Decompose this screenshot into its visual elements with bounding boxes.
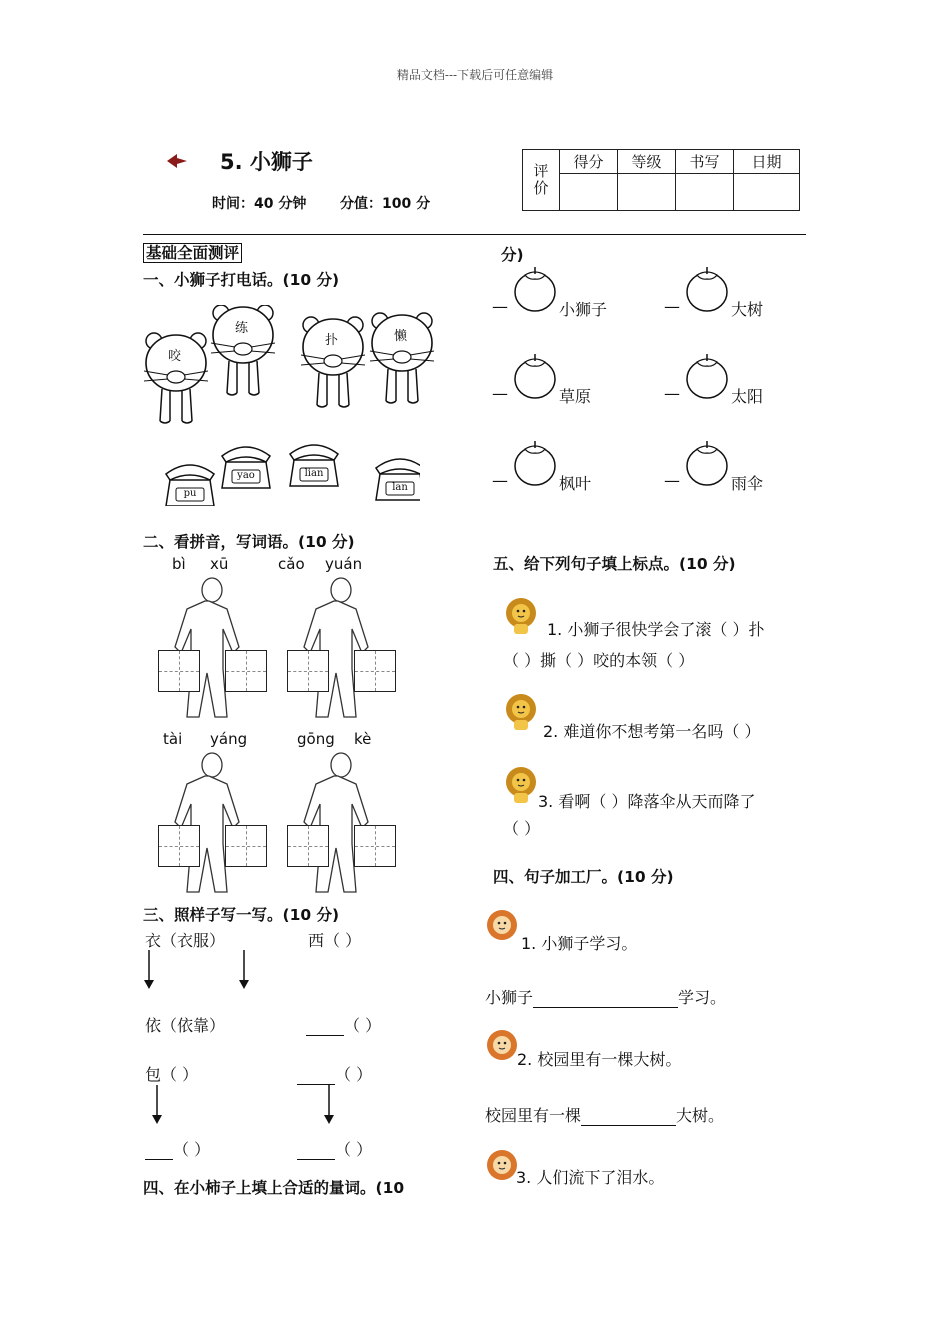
persimmon-word: 枫叶 <box>559 474 592 493</box>
telephone-pinyin: lian <box>304 468 324 479</box>
lion-char: 练 <box>235 321 249 336</box>
person-figure <box>155 750 270 895</box>
page-title: 5. 小狮子 <box>220 150 313 174</box>
q5-sentence-1a: 1. 小狮子很快学会了滚（ ）扑 <box>547 620 765 639</box>
section-basic: 基础全面测评 <box>143 243 242 263</box>
writing-grid[interactable] <box>225 825 267 867</box>
persimmon-icon[interactable] <box>512 264 560 314</box>
writing-grid[interactable] <box>225 650 267 692</box>
header-note: 精品文档---下载后可任意编辑 <box>396 68 554 82</box>
persimmon-dash: — <box>664 297 680 316</box>
lion-icon <box>483 1028 521 1068</box>
q6-heading: 四、句子加工厂。(10 分) <box>493 868 674 886</box>
q5-sentence-2: 2. 难道你不想考第一名吗（ ） <box>543 722 761 741</box>
q1-heading: 一、小狮子打电话。(10 分) <box>143 271 340 289</box>
pinyin-yang: yáng <box>210 730 248 748</box>
down-arrows-1 <box>140 948 260 993</box>
eval-cell-score[interactable] <box>560 174 618 211</box>
q4a-heading: 四、在小柿子上填上合适的量词。(10 <box>143 1179 405 1197</box>
persimmon-word: 大树 <box>731 300 764 319</box>
eval-row-label: 评价 <box>523 150 560 211</box>
persimmon-icon[interactable] <box>684 264 732 314</box>
lion-icon <box>502 596 540 636</box>
persimmon-dash: — <box>664 384 680 403</box>
q5-sentence-1b: （ ）撕（ ）咬的本领（ ） <box>503 651 695 670</box>
telephone-pinyin: lan <box>392 482 408 493</box>
telephone-pinyin: yao <box>237 470 255 481</box>
writing-grid[interactable] <box>158 825 200 867</box>
person-figure <box>284 750 399 895</box>
writing-grid[interactable] <box>287 650 329 692</box>
down-arrows-2 <box>148 1083 348 1128</box>
lion-icon <box>502 692 540 732</box>
evaluation-table <box>522 149 800 211</box>
writing-grid[interactable] <box>287 825 329 867</box>
persimmon-dash: — <box>492 297 508 316</box>
persimmon-word: 太阳 <box>731 387 764 406</box>
person-figure <box>284 575 399 720</box>
divider <box>143 234 806 235</box>
q5-sentence-3a: 3. 看啊（ ）降落伞从天而降了 <box>538 792 756 811</box>
q3-heading: 三、照样子写一写。(10 分) <box>143 906 340 924</box>
q3-answer-1[interactable]: （ ） <box>306 1013 381 1036</box>
persimmon-icon[interactable] <box>684 351 732 401</box>
telephone-icon <box>376 459 420 500</box>
q6-sentence-3: 3. 人们流下了泪水。 <box>516 1168 665 1187</box>
diamond-arrow-icon <box>166 152 188 170</box>
q6-sentence-2: 2. 校园里有一棵大树。 <box>517 1050 682 1069</box>
lion-char: 咬 <box>168 349 182 364</box>
lion-char: 懒 <box>394 329 408 344</box>
writing-grid[interactable] <box>354 650 396 692</box>
person-figure <box>155 575 270 720</box>
q4a-heading-cont: 分) <box>501 246 524 264</box>
q3-answer-3[interactable]: （ ） <box>145 1137 210 1160</box>
eval-cell-date[interactable] <box>734 174 800 211</box>
lion-icon <box>483 908 521 948</box>
lion-char: 扑 <box>325 333 339 348</box>
telephone-icon <box>166 465 214 506</box>
pinyin-bi: bì <box>172 555 186 573</box>
lion-icon <box>502 765 540 805</box>
q3-example-yikao: 依（依靠） <box>145 1016 226 1035</box>
q3-bao: 包（ ） <box>145 1065 199 1084</box>
q5-sentence-3b: （ ） <box>503 819 541 838</box>
eval-cell-writing[interactable] <box>676 174 734 211</box>
eval-col-grade: 等级 <box>618 150 676 174</box>
q3-xi: 西（ ） <box>308 931 362 950</box>
pinyin-yuan: yuán <box>325 555 363 573</box>
q6-sentence-1: 1. 小狮子学习。 <box>521 934 638 953</box>
pinyin-gong: gōng <box>297 730 335 748</box>
persimmon-word: 雨伞 <box>731 474 764 493</box>
eval-cell-grade[interactable] <box>618 174 676 211</box>
persimmon-icon[interactable] <box>512 438 560 488</box>
writing-grid[interactable] <box>354 825 396 867</box>
persimmon-icon[interactable] <box>684 438 732 488</box>
q3-answer-4[interactable]: （ ） <box>297 1137 372 1160</box>
pinyin-xu: xū <box>210 555 229 573</box>
pinyin-tai: tài <box>163 730 183 748</box>
persimmon-dash: — <box>492 384 508 403</box>
telephone-icon <box>290 445 338 486</box>
persimmon-dash: — <box>492 471 508 490</box>
eval-col-date: 日期 <box>734 150 800 174</box>
score-label: 分值：100 分 <box>340 196 431 212</box>
q3-answer-2[interactable]: （ ） <box>297 1062 372 1085</box>
persimmon-icon[interactable] <box>512 351 560 401</box>
pinyin-ke: kè <box>354 730 372 748</box>
pinyin-cao: cǎo <box>278 555 305 573</box>
q5-heading: 五、给下列句子填上标点。(10 分) <box>493 555 736 573</box>
persimmon-word: 草原 <box>559 387 592 406</box>
eval-col-score: 得分 <box>560 150 618 174</box>
q2-heading: 二、看拼音，写词语。(10 分) <box>143 533 355 551</box>
persimmon-dash: — <box>664 471 680 490</box>
time-label: 时间：40 分钟 <box>212 196 307 212</box>
q6-fill-2[interactable]: 校园里有一棵 大树。 <box>485 1106 725 1125</box>
persimmon-word: 小狮子 <box>559 300 608 319</box>
telephone-pinyin: pu <box>183 488 197 499</box>
writing-grid[interactable] <box>158 650 200 692</box>
q3-example-yi: 衣（衣服） <box>145 931 226 950</box>
q6-fill-1[interactable]: 小狮子 学习。 <box>485 988 727 1007</box>
eval-col-writing: 书写 <box>676 150 734 174</box>
telephone-icon <box>222 447 270 488</box>
